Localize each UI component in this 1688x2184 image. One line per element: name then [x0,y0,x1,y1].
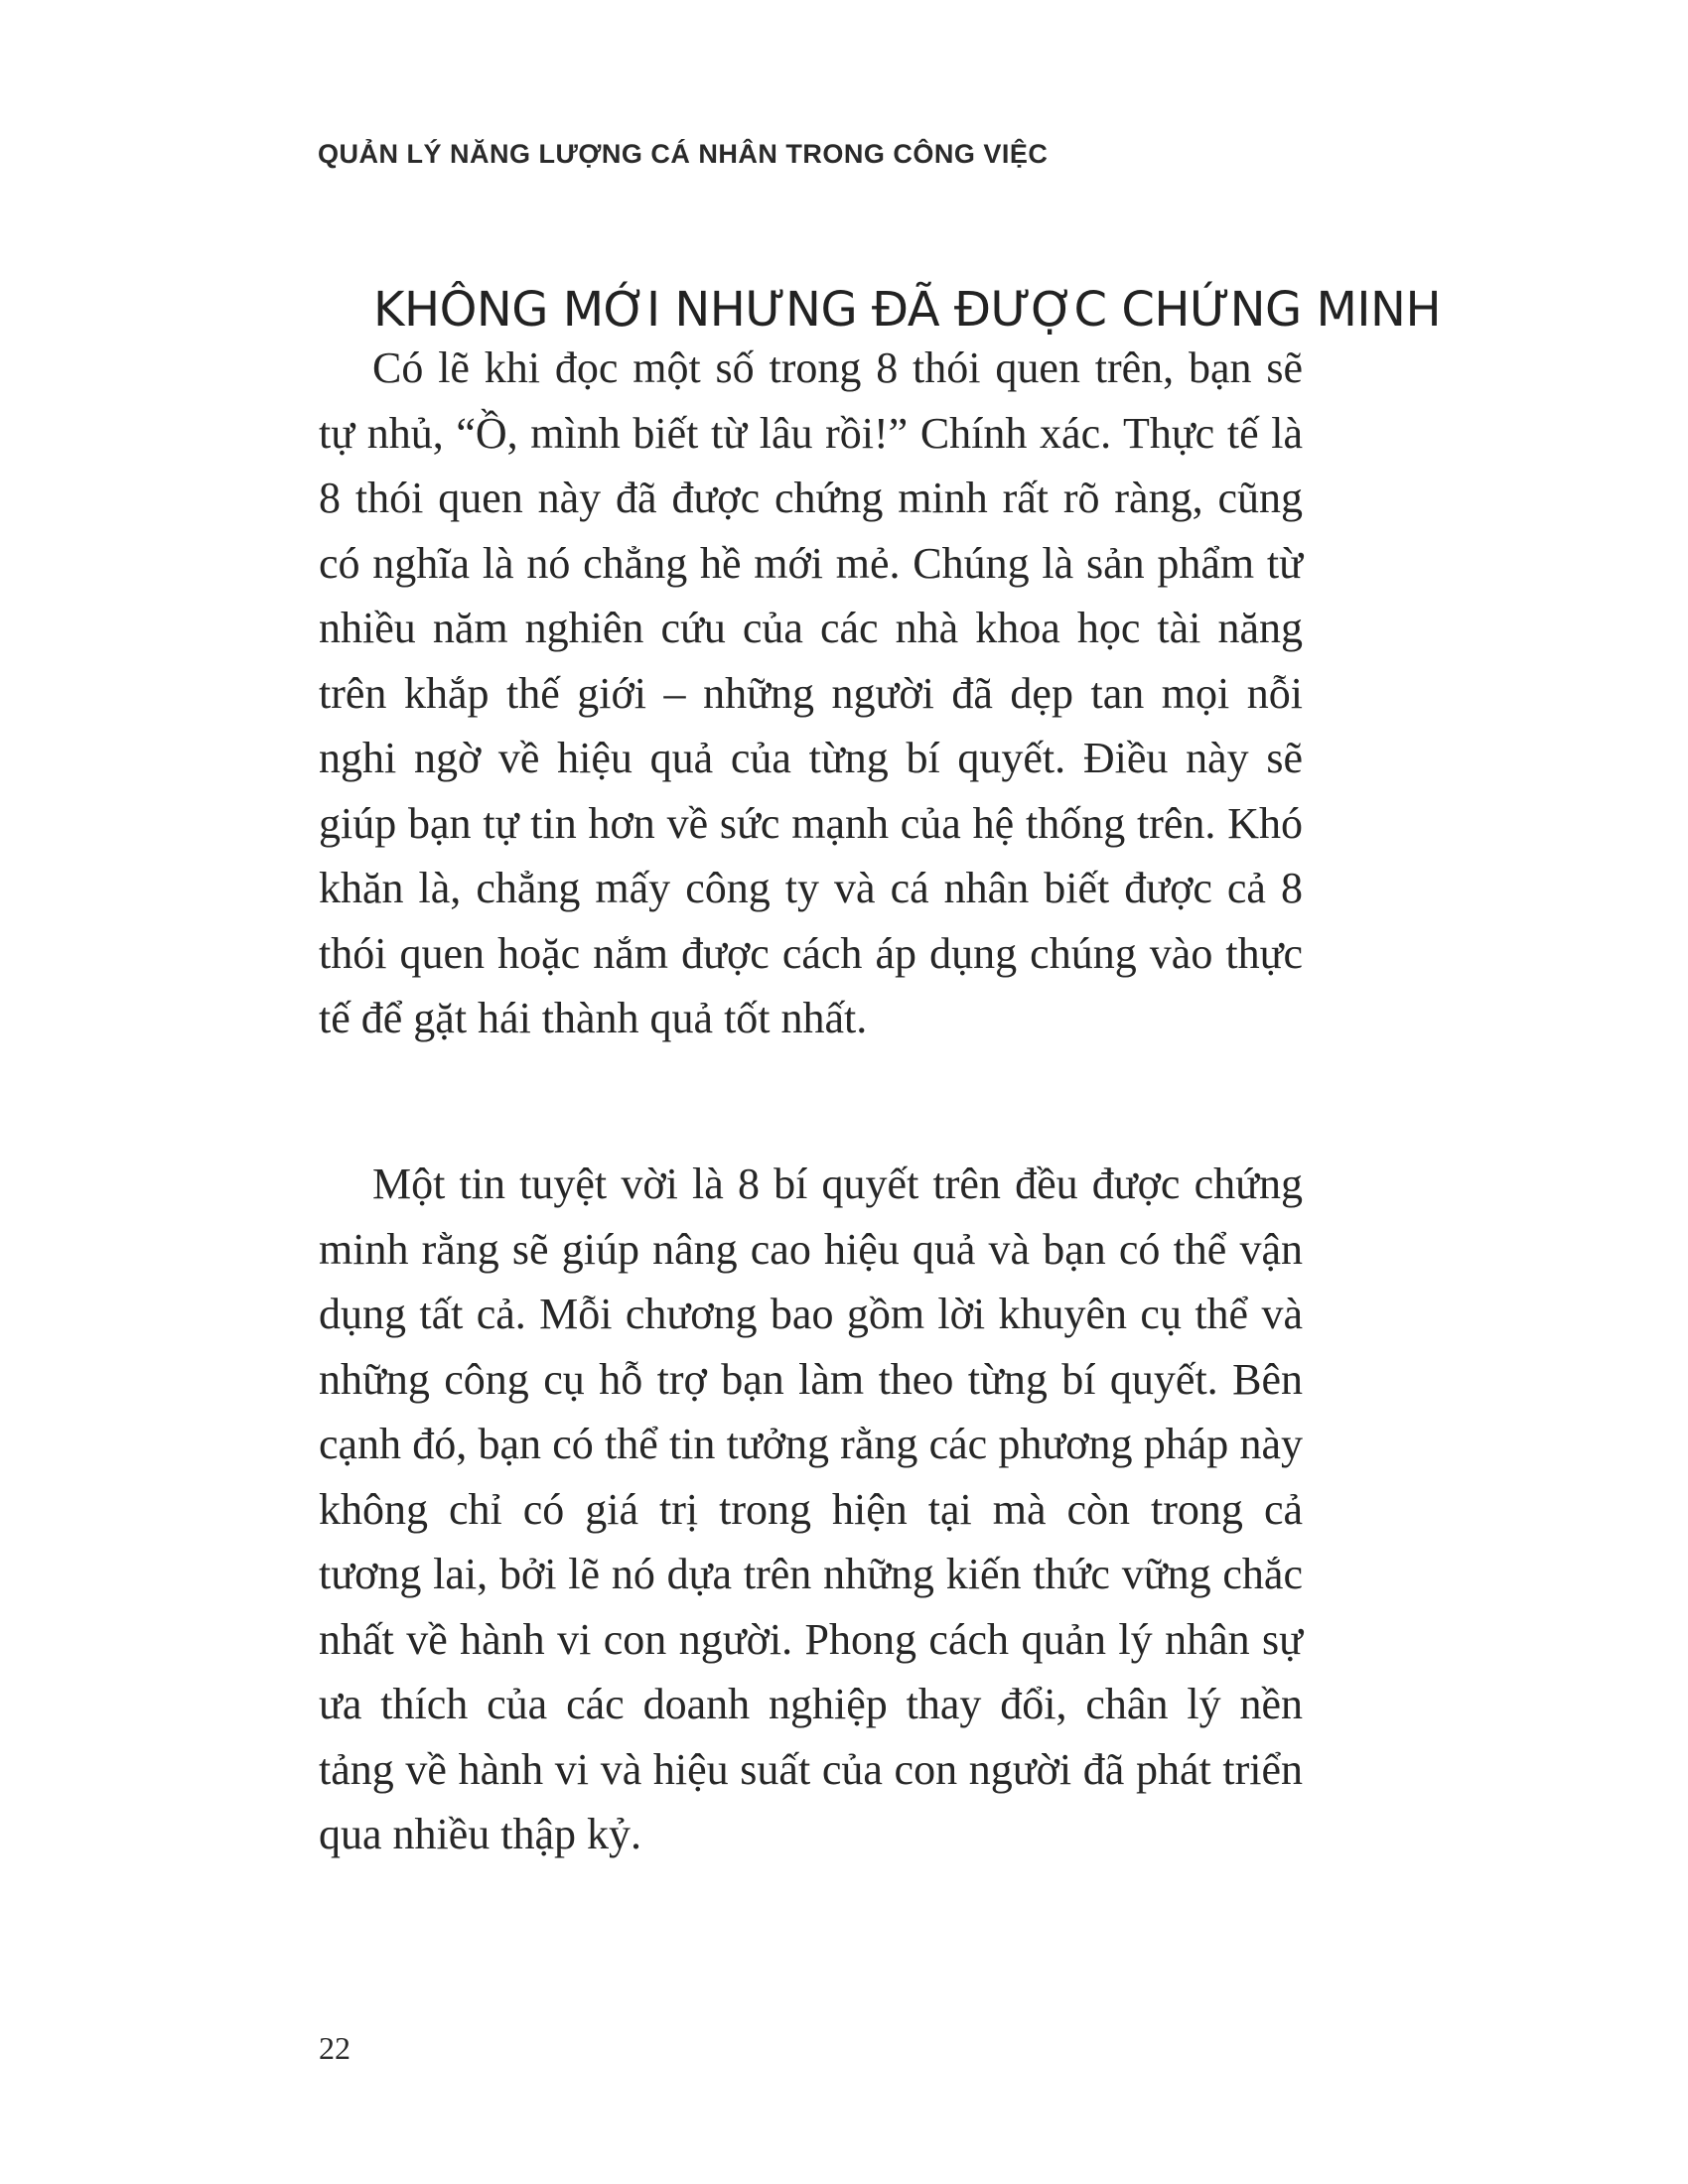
body-paragraph-2: Một tin tuyệt vời là 8 bí quyết trên đều được chứng minh rằng sẽ giúp nâng cao hiệu quả và bạn có thể vận dụng tất cả. Mỗi chương bao gồm lời khuyên cụ thể và những công cụ hỗ trợ bạn làm theo từng bí quyết. Bên cạnh đó, bạn có thể tin tưởng rằng các phương pháp này không chỉ có giá trị trong hiện tại mà còn trong cả tương lai, bởi lẽ nó dựa trên những kiến thức vững chắc nhất về hành vi con người. Phong cách quản lý nhân sự ưa thích của các doanh nghiệp thay đổi, chân lý nền tảng về hành vi và hiệu suất của con người đã phát triển qua nhiều thập kỷ. [319,1160,1303,1858]
body-paragraph-1: Có lẽ khi đọc một số trong 8 thói quen trên, bạn sẽ tự nhủ, “Ồ, mình biết từ lâu rồi!” Chính xác. Thực tế là 8 thói quen này đã được chứng minh rất rõ ràng, cũng có nghĩa là nó chẳng hề mới mẻ. Chúng là sản phẩm từ nhiều năm nghiên cứu của các nhà khoa học tài năng trên khắp thế giới – những người đã dẹp tan mọi nỗi nghi ngờ về hiệu quả của từng bí quyết. Điều này sẽ giúp bạn tự tin hơn về sức mạnh của hệ thống trên. Khó khăn là, chẳng mấy công ty và cá nhân biết được cả 8 thói quen hoặc nắm được cách áp dụng chúng vào thực tế để gặt hái thành quả tốt nhất. [319,343,1303,1042]
page-number: 22 [319,2030,351,2066]
section-title: KHÔNG MỚI NHƯNG ĐÃ ĐƯỢC CHỨNG MINH [373,281,1442,338]
running-header-title: QUẢN LÝ NĂNG LƯỢNG CÁ NHÂN TRONG CÔNG VIỆC [318,139,1049,169]
